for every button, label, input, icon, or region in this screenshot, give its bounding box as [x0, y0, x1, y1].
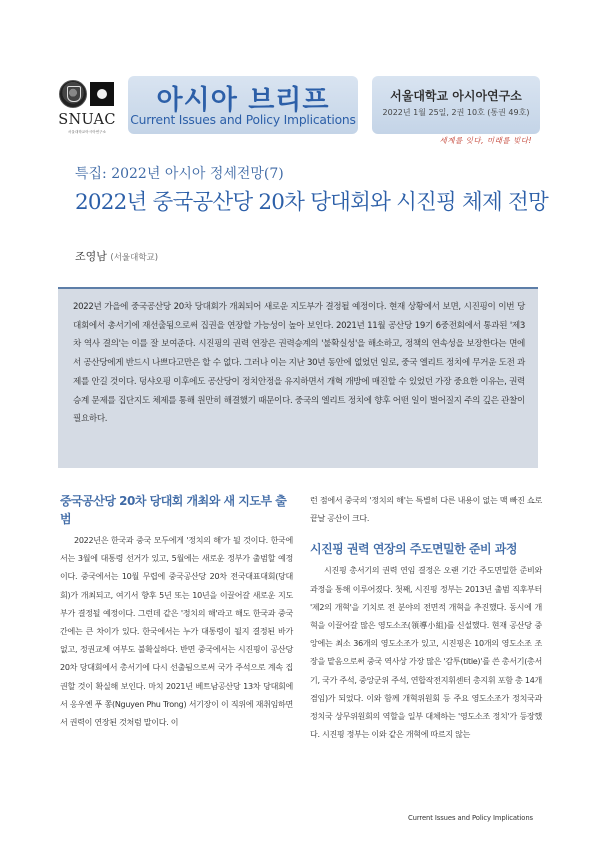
publication-subtitle: Current Issues and Policy Implications	[130, 113, 356, 127]
byline	[75, 248, 158, 264]
section-body: 2022년은 한국과 중국 모두에게 '정치의 해'가 될 것이다. 한국에서는 3월에 대통령 선거가 있고, 5월에는 새로운 정부가 출범할 예정이다. 중국에서는 10월 무렵에 중국공산당 20차 전국대표대회(당대회)가 개최되고, 여기서 향후 5년 또는 10년을 이끌어갈 새로운 지도부가 결정될 예정이다. 그런데 같은 '정치의 해'라고 해도 한국과 중국 간에는 큰 차이가 있다. 한국에서는 누가 대통령이 될지 결정된 바가 없고, 정권교체 여부도 불확실하다. 반면 중국에서는 시진핑이 공산당 20차 당대회에서 총서기에 다시 선출됨으로써 국가 주석으로 계속 집권할 것이 확실해 보인다. 마치 2021년 베트남공산당 13차 당대회에서 응우옌 푸 쫑(Nguyen Phu Trong) 서기장이 이 직위에 재취임하면서 권력이 연장된 것처럼 말이다. 이	[60, 536, 293, 728]
author-affiliation: (서울대학교)	[110, 253, 159, 263]
article-title: 2022년 중국공산당 20차 당대회와 시진핑 체제 전망	[75, 190, 548, 215]
organization-name: 서울대학교 아시아연구소	[390, 89, 522, 103]
abstract-text: 2022년 가을에 중국공산당 20차 당대회가 개최되어 새로운 지도부가 결정될 예정이다. 현재 상황에서 보면, 시진핑이 이번 당대회에서 총서기에 재선출됨으로써 집권을 연장할 가능성이 높아 보인다. 2021년 11월 공산당 19기 6중전회에서 통과된 '제3차 역사 결의'는 이를 잘 보여준다. 시진핑의 권력 연장은 권력승계의 '불확실성'을 해소하고, 정책의 연속성을 보장한다는 면에서 공산당에게 반드시 나쁘다고만은 할 수 없다. 그러나 이는 지난 30년 동안에 없었던 일로, 중국 엘리트 정치에 무거운 도전 과제를 안길 것이다. 덩샤오핑 이후에도 공산당이 정치안정을 유지하면서 개혁 개방에 매진할 수 있었던 가장 중요한 이유는, 권력승계 문제를 집단지도 체제를 통해 원만히 해결했기 때문이다. 중국의 엘리트 정치에 향후 어떤 일이 벌어질지 주의 깊은 관찰이 필요하다.	[73, 302, 525, 425]
abstract-box	[58, 287, 538, 468]
publication-title: 아시아 브리프	[156, 85, 330, 116]
issue-info: 2022년 1월 25일, 2권 10호 (통권 49호)	[382, 108, 530, 117]
issue-info-box	[372, 76, 540, 134]
author-name: 조영남	[75, 250, 107, 263]
footer-text: Current Issues and Policy Implications	[407, 814, 533, 822]
logo-subtext: 서울대학교아시아연구소	[67, 130, 107, 134]
continued-text: 런 점에서 중국의 '정치의 해'는 특별히 다른 내용이 없는 맥 빠진 쇼로 끝날 공산이 크다.	[310, 496, 542, 524]
brief-title-box	[128, 76, 358, 134]
slogan: 세계를 잇다, 미래를 빚다!	[439, 136, 532, 145]
masthead	[0, 0, 595, 152]
section-heading: 중국공산당 20차 당대회 개최와 새 지도부 출범	[60, 494, 287, 526]
section-heading-2: 시진핑 권력 연장의 주도면밀한 준비 과정	[310, 542, 517, 557]
snuac-logo	[56, 76, 118, 138]
article-kicker: 특집: 2022년 아시아 정세전망(7)	[75, 166, 284, 182]
section-body-2: 시진핑 총서기의 권력 연임 결정은 오랜 기간 주도면밀한 준비와 과정을 통해 이루어졌다. 첫째, 시진핑 정부는 2013년 출범 직후부터 '제2의 개혁'을 기치로 전 분야의 전면적 개혁을 추진했다. 동시에 개혁을 이끌어갈 많은 영도소조(領導小組)를 신설했다. 현재 공산당 중앙에는 최소 36개의 영도소조가 있고, 시진핑은 10개의 영도소조 조장을 맡음으로써 중국 역사상 가장 많은 '감투(title)'를 쓴 총서기(총서기, 국가 주석, 중앙군위 주석, 연합작전지휘센터 총지휘 포함 총 14개 겸임)가 되었다. 이와 함께 개혁위원회 등 주요 영도소조가 정치국과 정치국 상무위원회의 역할을 일부 대체하는 '영도소조 정치'가 등장했다. 시진핑 정부는 이와 같은 개혁에 따르지 않는	[310, 566, 542, 740]
right-column	[310, 492, 542, 744]
university-seal-icon	[59, 80, 87, 108]
logo-text: SNUAC	[58, 112, 116, 128]
left-column	[60, 492, 293, 732]
institute-emblem-icon	[90, 82, 114, 106]
